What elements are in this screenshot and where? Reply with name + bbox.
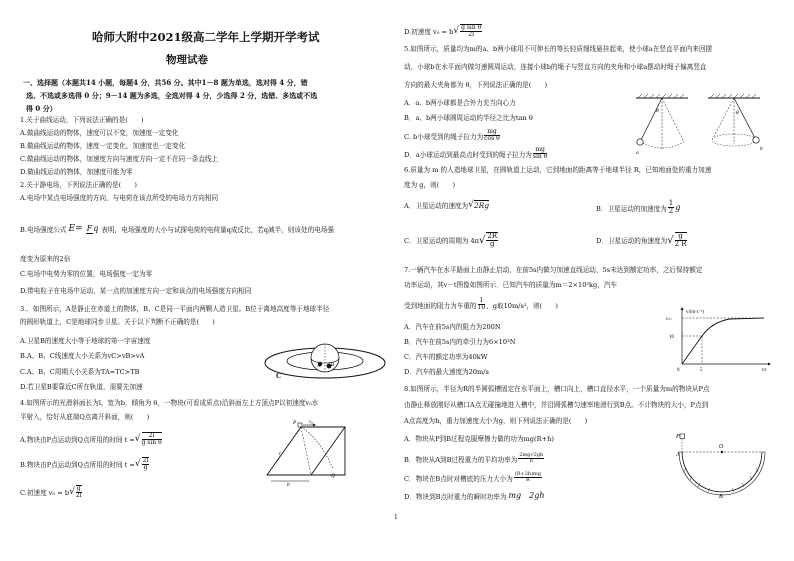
q7-stem-line2: 功率运动，其v－t图像如图所示．已知汽车的质量为m＝2×10³kg，汽车 (404, 281, 618, 289)
q4-a-text: A.物块由P点运动到Q点所用的时间 t = (20, 436, 135, 444)
q4-stem-line1: 4.如图所示的光滑斜面长为l，宽为b，倾角为 θ，一物块(可看成质点)沿斜面左上方顶点P以初速度v₀水 (20, 399, 319, 407)
q4-a-denominator: g sin θ (141, 439, 162, 446)
q8-stem-line3: A点高度为h，重力加速度大小为g，则下列说法正确的是( ) (404, 417, 588, 425)
q5-c-text: C. b小球受到的绳子拉力为 (404, 132, 484, 141)
ball-b (753, 137, 759, 143)
q5-c-numerator: mg (484, 129, 500, 136)
pendulum-figure (626, 92, 770, 160)
q6-d-text: D．卫星运动的角速度为 (596, 237, 668, 245)
q4-d-denominator: 2l (468, 31, 475, 38)
q4-b-numerator: 2l (142, 457, 149, 464)
q3-option-c: C.A、B、C周期大小关系为TA=TC>TB (20, 368, 140, 376)
q2-option-c: C.电场中电势为零的位置，电场强度一定为零 (20, 270, 153, 278)
q6-a-radicand: 2Rg (473, 201, 490, 210)
q2-b-denominator: q (93, 224, 99, 233)
q6-b-numerator: 1 (668, 199, 674, 207)
q7-option-b: B．汽车在前5s内的牵引力为6×10³N (404, 338, 516, 346)
q8-option-c (404, 472, 543, 483)
q6-option-a: A．卫星运动的速度为 √ 2Rg (404, 200, 490, 210)
q8-d-text: D．物块到B点时重力的瞬时功率为 (404, 492, 507, 501)
velocity-time-graph (664, 306, 774, 372)
q8-option-d (404, 490, 545, 501)
q1-stem: 1.关于曲线运动，下列说法正确的是( ) (20, 116, 144, 124)
label-a: A (676, 452, 680, 458)
q8-b-numerator: 2mg√2gh (519, 452, 544, 458)
q4-d-text: D.初速度 v₀ = b (404, 28, 454, 36)
label-a: a (636, 150, 639, 156)
q4-c-numerator: g (76, 485, 81, 492)
graph-t1: 5 (700, 368, 703, 372)
q8-b-denominator: π (529, 458, 533, 464)
q5-option-a: A．a、b两小球都是合外力充当向心力 (404, 99, 516, 107)
page-number: 1 (394, 514, 398, 521)
graph-ylabel: v/(m·s⁻¹) (686, 310, 705, 315)
label-v0: v₀ (309, 420, 313, 425)
label-a: A (317, 364, 321, 369)
subject-title: 物理试卷 (166, 54, 208, 66)
graph-xlabel: t/s (762, 368, 767, 372)
inclined-plane-figure (265, 419, 347, 487)
q2-option-d: D.带电粒子在电场中运动，某一点的加速度方向一定和该点的电场强度方向相同 (20, 287, 252, 295)
label-theta-a: θ (656, 108, 659, 114)
q6-option-c: C．卫星运动的周期为 4π √ $\frac{2R}{g}$ (404, 232, 498, 248)
q3-stem-line2: 的圆形轨道上，C是地球同步卫星。关于以下判断不正确的是( ) (20, 318, 215, 326)
q4-b-denominator: g (143, 464, 148, 471)
q6-c-denominator: g (490, 240, 495, 248)
q5-option-d (404, 147, 548, 160)
q8-option-b (404, 453, 545, 464)
q8-c-denominator: R (526, 477, 530, 483)
q2-b-text: 表明，电场强度的大小与试探电荷的电荷量q成反比，若q减半，则该处的电场强 (101, 226, 334, 234)
instructions-line2: 选、不选或多选得 0 分；9－14 题为多选，全选对得 4 分，少选得 2 分，选错、多选或不选 (26, 91, 318, 100)
q2-option-a: A.电场中某点电场强度的方向，与电荷在该点所受的电场力方向相同 (20, 194, 219, 202)
label-theta-b: θ (736, 110, 739, 116)
q8-option-a: A．物块从P到B过程克服摩擦力做的功为mg(R+h) (404, 435, 554, 443)
q8-stem-line2: 由静止释放刚好从槽口A点无碰撞地进入槽中，并沿圆弧槽匀速率地滑行到B点。不计物块的大小，P点到 (404, 401, 709, 409)
label-b-ball: b (760, 146, 763, 152)
semicircle-track-figure (676, 432, 772, 498)
ball-a (637, 139, 643, 145)
q7-option-d: D．汽车的最大速度为20m/s (404, 368, 489, 376)
q7-l3-numerator: 1 (479, 297, 484, 304)
label-o: O (719, 444, 724, 450)
q3-option-d: D.若卫星B要靠近C所在轨道，需要先加速 (20, 383, 143, 391)
label-p: P (676, 434, 680, 440)
q1-option-d: D.做曲线运动的物体，加速度可能为零 (20, 168, 133, 176)
label-p: P (293, 420, 297, 426)
q4-option-b: B.物块由P点运动到Q点所用的时间 t = √ $\frac{2l}{g}$ (20, 457, 149, 471)
graph-origin: 0 (677, 368, 680, 372)
q4-d-numerator: g sin θ (461, 24, 482, 31)
q5-option-c (404, 129, 501, 142)
q4-option-d: D.初速度 v₀ = b √ $\frac{\text{g sin θ}}{2l}$ (404, 24, 482, 38)
label-c: C (276, 372, 282, 380)
q7-stem-line1: 7.一辆汽车在水平路面上由静止启动，在前5s内做匀加速直线运动，5s末达到额定功率，之后保持额定 (404, 266, 703, 274)
q8-b-text: B．物块从A到B过程重力的平均功率为 (404, 455, 518, 464)
q1-option-b: B.做曲线运动的物体，速度一定变化，加速度也一定变化 (20, 142, 186, 150)
q5-d-numerator: mg (533, 147, 547, 154)
q5-stem-line2: 动，小球b在水平面内做匀速圆周运动，连接小球b的绳子与竖直方向的夹角和小球a摆动时绳子偏离竖直 (404, 63, 707, 71)
q7-l3-text: 受到地面的阻力为车重的 (404, 301, 477, 310)
q2-stem: 2.关于静电场，下列说法正确的是( ) (20, 181, 137, 189)
q3-option-b: B.A、B、C线速度大小关系为vC>vB>vA (20, 352, 145, 360)
q2-option-b (20, 224, 334, 234)
label-b: B (331, 363, 335, 368)
q7-option-a: A．汽车在前5s内的阻力为200N (404, 323, 501, 331)
q8-c-numerator: (R+2h)mg (514, 471, 541, 477)
q2-b-prefix: B.电场强度公式 (20, 226, 67, 234)
q5-stem-line1: 5.如图所示，质量均为m的a、b两小球用不可伸长的等长轻质细线悬挂起来，使小球a在竖直平面内来回摆 (404, 45, 713, 53)
q6-c-text: C．卫星运动的周期为 4π (404, 237, 480, 245)
q6-c-numerator: 2R (487, 232, 498, 240)
q1-option-a: A.做曲线运动的物体，速度可以不变，加速度一定变化 (20, 129, 179, 137)
q6-d-numerator: g (675, 233, 687, 241)
instructions-line3: 得 0 分） (26, 104, 57, 113)
instructions-line1: 一、选择题（本题共14 小题，每题4 分，共56 分。其中1－8 题为单选，选对得 4 分，错 (23, 78, 308, 87)
graph-vm: vₘ (666, 317, 672, 322)
q2-b-equation: E= (68, 224, 83, 234)
q8-d-value: mg 2gh (508, 491, 545, 500)
label-l: l (279, 451, 281, 457)
q2-option-b-cont: 度变为原来的2倍 (20, 255, 71, 263)
q5-c-denominator: cos θ (484, 135, 500, 142)
q4-c-text: C.初速度 v₀ = b (20, 489, 70, 497)
q6-option-b (596, 200, 680, 215)
q7-option-c: C．汽车的额定功率为40kW (404, 353, 488, 361)
q3-option-a: A.卫星B的速度大小等于地球的第一宇宙速度 (20, 337, 151, 345)
q6-a-text: A．卫星运动的速度为 (404, 202, 469, 210)
q7-stem-line3 (404, 298, 558, 311)
q4-stem-line2: 平射入，恰好从底端Q点离开斜面，则( ) (20, 413, 150, 421)
graph-v1: 10 (669, 335, 674, 340)
q5-d-text: D．a小球运动到最高点时受到的绳子拉力为 (404, 150, 532, 159)
label-q: Q (331, 473, 335, 479)
label-b: b (287, 482, 290, 487)
q8-c-text: C．物块在B点时对槽底的压力大小为 (404, 474, 513, 483)
q8-stem-line1: 8.如图所示，半径为R的半圆弧槽固定在水平面上，槽口向上，槽口直径水平，一个质量为m的物块从P点 (404, 385, 710, 393)
q7-l3-suffix: ，g取10m/s²，则( ) (486, 301, 558, 310)
q6-b-text: B．卫星运动的加速度为 (596, 204, 667, 213)
q5-option-b: B．a、b两小球圆周运动的半径之比为tan θ (404, 114, 533, 122)
satellite-orbit-figure (262, 336, 388, 382)
q4-c-denominator: 2l (75, 492, 82, 499)
q3-stem-line1: 3.．如图所示，A是静止在赤道上的物体，B、C是同一平面内两颗人造卫星。B位于离地高度等于地球半径 (20, 305, 330, 313)
q6-option-d: D．卫星运动的角速度为 √ $\frac{g}{2 R}$ (596, 232, 687, 248)
q4-b-text: B.物块由P点运动到Q点所用的时间 t = (20, 461, 135, 469)
exam-title: 哈师大附中2021级高二学年上学期开学考试 (92, 30, 320, 44)
q6-b-unit: g (675, 203, 681, 212)
q5-stem-line3: 方向的最大夹角都为 θ，下列说法正确的是( ) (404, 81, 548, 89)
q6-stem-line1: 6.质量为 m 的人造地球卫星，在圆轨道上运动，它到地面的距离等于地球半径 R，已知地面处的重力加速 (404, 166, 712, 174)
q2-b-numerator: F (86, 224, 93, 233)
q4-a-numerator: 2l (142, 433, 162, 440)
q1-option-c: C.做曲线运动的物体，加速度方向与速度方向一定不在同一条直线上 (20, 155, 219, 163)
q7-l3-denominator: 10 (477, 304, 486, 311)
q4-option-a: A.物块由P点运动到Q点所用的时间 t = √ $\frac{2l}{\text{g sin θ}}$ (20, 432, 162, 446)
q4-option-c: C.初速度 v₀ = b √ $\frac{g}{2l}$ (20, 485, 82, 499)
q6-stem-line2: 度为 g，则( ) (404, 181, 456, 189)
q6-d-denominator: 2 R (674, 240, 687, 248)
q5-d-denominator: sin θ (532, 153, 548, 160)
q6-b-denominator: 2 (668, 207, 674, 215)
label-b: B (719, 494, 723, 498)
